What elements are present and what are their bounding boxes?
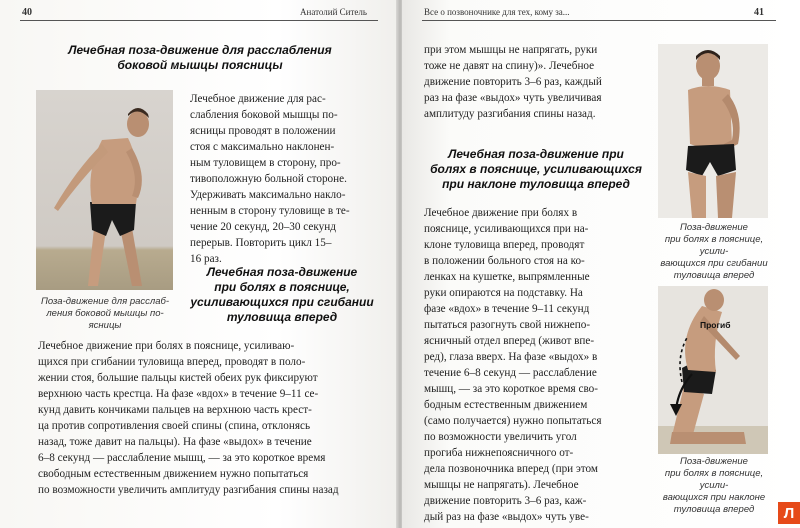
photo-side-bend [36,90,173,290]
publisher-logo-letter: Л [783,505,795,522]
caption-side-bend: Поза-движение для расслаб- ления боковой мышцы по- ясницы [40,296,170,331]
header-rule-left [20,20,378,21]
photo-standing-extension [658,44,768,218]
running-head-right: Все о позвоночнике для тех, кому за... [424,7,570,17]
heading-lateral-muscle: Лечебная поза-движение для расслабления боковой мышцы поясницы [68,43,332,72]
right-page [402,0,800,528]
caption-kneeling-extension: Поза-движение при болях в пояснице, усили- вающихся при наклоне туловища вперед [662,456,766,515]
paragraph-continuation: при этом мышцы не напрягать, руки тоже не давят на спину)». Лечебное движение повторить 3–6 раз, каждый раз на фазе «выдох» чуть увеличивая амплитуду разгибания спины назад. [424,44,602,120]
annotation-arch-label: Прогиб [700,320,731,330]
heading-forward-bend-pain: Лечебная поза-движение при болях в пояснице, усиливающихся при наклоне туловища вперед [430,147,642,191]
page-number-right: 41 [754,7,764,18]
heading-flexion-pain: Лечебная поза-движение при болях в пояснице, усиливающихся при сгибании туловища вперед [190,265,374,324]
paragraph-forward-bend-pain: Лечебное движение при болях в пояснице, усиливающихся при на- клоне туловища вперед, проводят в положении больного стоя на ко- ленках на кушетке, выпрямленные руки опираются на подставку. На фазе «вдох» в течение 9–11 секунд пытаться разогнуть свой нижнепо- ясничный отдел вперед (живот впе- ред), глаза вверх. На фазе «выдох» в течение 6–8 секунд — расслабление мышц, — за это короткое время сво- бодным естественным движением (само получается) нужно попытаться по возможности увеличить угол прогиба нижнепоясничного от- дела позвоночника вперед (при этом мышцы не напрягать). Лечебное движение повторить 3–6 раз, каж- дый раз на фазе «выдох» чуть уве- [424,207,602,523]
publisher-logo-icon [778,502,800,524]
photo-kneeling-extension [658,286,768,454]
running-head-left: Анатолий Ситель [300,7,367,17]
left-page [0,0,398,528]
header-rule-right [422,20,776,21]
caption-standing-extension: Поза-движение при болях в пояснице, усили- вающихся при сгибании туловища вперед [660,222,768,281]
paragraph-lateral-muscle: Лечебное движение для рас- слабления боковой мышцы по- ясницы проводят в положении стоя с максимально наклонен- ным туловищем в сторону, про- тивоположную больной стороне. Удерживать максимально накло- ненным в сторону туловище в те- чение 20 секунд, 20–30 секунд перерыв. Повторить цикл 15– 16 раз. [190,93,350,265]
page-number-left: 40 [22,7,32,18]
paragraph-flexion-pain: Лечебное движение при болях в пояснице, усиливаю- щихся при сгибании туловища вперед, проводят в поло- жении стоя, большие пальцы кистей обеих рук фиксируют верхнюю часть крестца. На фазе «вдох» в течение 9–11 се- кунд давить кончиками пальцев на верхнюю часть крест- ца против сопротивления своей спины (спина, отклонясь назад, тоже давит на пальцы). На фазе «выдох» в течение 6–8 секунд — расслабление мышц, — за это короткое время свободным естественным движением нужно попытаться по возможности увеличить амплитуду разгибания спины назад [38,340,339,496]
